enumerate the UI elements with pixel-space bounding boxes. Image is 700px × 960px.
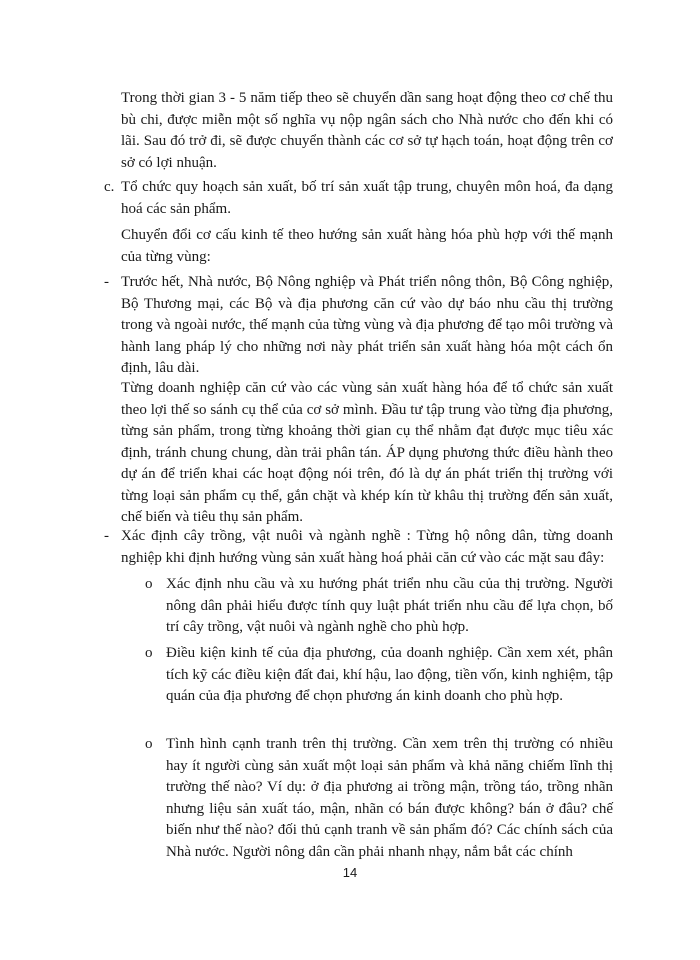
sub-item-economic-conditions: Điều kiện kinh tế của địa phương, của doanh nghiệp. Cần xem xét, phân tích kỹ các điều kiện đất đai, khí hậu, lao động, tiền vốn, kinh nghiệm, tập quán của địa phương để chọn phương án kinh doanh cho phù hợp.	[166, 645, 613, 704]
paragraph-restructure: Chuyển đổi cơ cấu kinh tế theo hướng sản xuất hàng hóa phù hợp với thế mạnh của từng vùng:	[121, 227, 613, 265]
dash-item-1: Trước hết, Nhà nước, Bộ Nông nghiệp và Phát triển nông thôn, Bộ Công nghiệp, Bộ Thương mại, các Bộ và địa phương căn cứ vào dự báo nhu cầu thị trường trong và ngoài nước, thế mạnh của từng vùng và địa phương để tạo môi trường và hành lang pháp lý cho những nơi này phát triển sản xuất hàng hóa một cách ổn định, lâu dài.	[121, 274, 613, 376]
paragraph-enterprise: Từng doanh nghiệp căn cứ vào các vùng sản xuất hàng hóa để tổ chức sản xuất theo lợi thế so sánh cụ thể của cơ sở mình. Đầu tư tập trung vào từng địa phương, từng sản phẩm, trong từng khoảng thời gian cụ thể nhằm đạt được mục tiêu xác định, tránh chung chung, dàn trải phân tán. ÁP dụng phương thức điều hành theo dự án để triển khai các hoạt động nói trên, đó là dự án phát triển thị trường với từng loại sản phẩm cụ thể, gắn chặt và khép kín từ khâu thị trường đến sản xuất, chế biến và tiêu thụ sản phẩm.	[121, 380, 613, 525]
paragraph-intro: Trong thời gian 3 - 5 năm tiếp theo sẽ chuyển dần sang hoạt động theo cơ chế thu bù chi, được miễn một số nghĩa vụ nộp ngân sách cho Nhà nước cho đến khi có lãi. Sau đó trở đi, sẽ được chuyển thành các cơ sở tự hạch toán, hoạt động trên cơ sở có lợi nhuận.	[121, 90, 613, 171]
bullet-marker-3: o	[145, 736, 153, 752]
sub-item-competition: Tình hình cạnh tranh trên thị trường. Cần xem trên thị trường có nhiều hay ít người cùng sản xuất một loại sản phẩm và khả năng chiếm lĩnh thị trường thế nào? Ví dụ: ở địa phương ai trồng mận, trồng táo, trồng nhãn nhưng liệu sản xuất táo, mận, nhãn có bán được không? bán ở đâu? chế biến như thế nào? đối thủ cạnh tranh về sản phẩm đó? Các chính sách của Nhà nước. Người nông dân cần phải nhanh nhạy, nắm bắt các chính	[166, 736, 613, 860]
bullet-marker-1: o	[145, 576, 153, 592]
bullet-marker-2: o	[145, 645, 153, 661]
list-item-c: Tổ chức quy hoạch sản xuất, bố trí sản xuất tập trung, chuyên môn hoá, đa dạng hoá các sản phẩm.	[121, 179, 613, 217]
dash-marker-2: -	[104, 528, 109, 544]
dash-item-2: Xác định cây trồng, vật nuôi và ngành nghề : Từng hộ nông dân, từng doanh nghiệp khi định hướng vùng sản xuất hàng hoá phải căn cứ vào các mặt sau đây:	[121, 528, 613, 566]
list-marker-c: c.	[104, 179, 115, 195]
page-number: 14	[342, 865, 358, 880]
sub-item-demand: Xác định nhu cầu và xu hướng phát triển nhu cầu của thị trường. Người nông dân phải hiểu được tính quy luật phát triển nhu cầu để lựa chọn, bố trí cây trồng, vật nuôi và ngành nghề cho phù hợp.	[166, 576, 613, 635]
dash-marker-1: -	[104, 274, 109, 290]
